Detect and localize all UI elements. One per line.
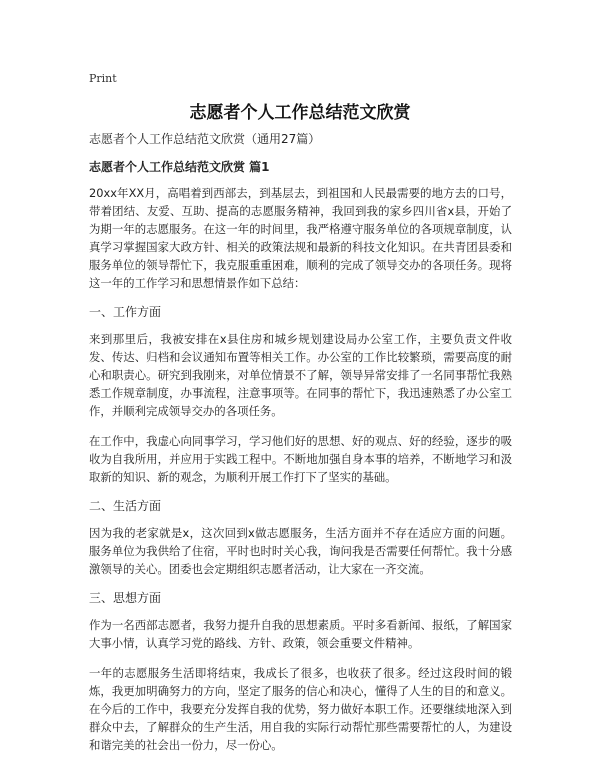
- heading-thought: 三、思想方面: [89, 591, 162, 605]
- section-title: 志愿者个人工作总结范文欣赏 篇1: [89, 160, 270, 174]
- paragraph-thought-2: 一年的志愿服务生活即将结束，我成长了很多，也收获了很多。经过这段时间的锻炼，我更加明确努力的方向，坚定了服务的信心和决心，懂得了人生的目的和意义。在今后的工作中，我要充分发挥自我的优势，努力做好本职工作。还要继续地深入到群众中去，了解群众的生产生活，用自我的实际行动帮忙那些需要帮忙的人，为建设和谐完美的社会出一份力，尽一份心。: [89, 666, 512, 752]
- paragraph-intro: 20xx年XX月，高唱着到西部去，到基层去，到祖国和人民最需要的地方去的口号，带着团结、友爱、互助、提高的志愿服务精神，我回到我的家乡四川省x县，开始了为期一年的志愿服务。在这一年的时间里，我严格遵守服务单位的各项规章制度，认真学习掌握国家大政方针、相关的政策法规和最新的科技文化知识。在共青团县委和服务单位的领导帮忙下，我克服重重困难，顺利的完成了领导交办的各项任务。现将这一年的工作学习和思想情景作如下总结：: [89, 186, 512, 290]
- heading-work: 一、工作方面: [89, 305, 162, 319]
- heading-life: 二、生活方面: [89, 499, 162, 513]
- paragraph-life: 因为我的老家就是x，这次回到x做志愿服务，生活方面并不存在适应方面的问题。服务单位为我供给了住宿，平时也时时关心我，询问我是否需要任何帮忙。我十分感激领导的关心。团委也会定期组织志愿者活动，让大家在一齐交流。: [89, 526, 512, 576]
- paragraph-thought-1: 作为一名西部志愿者，我努力提升自我的思想素质。平时多看新闻、报纸，了解国家大事小情，认真学习党的路线、方针、政策，领会重要文件精神。: [89, 618, 512, 650]
- paragraph-work-2: 在工作中，我虚心向同事学习，学习他们好的思想、好的观点、好的经验，逐步的吸收为自我所用，并应用于实践工程中。不断地加强自身本事的培养，不断地学习和汲取新的知识、新的观念，为顺利开展工作打下了坚实的基础。: [89, 434, 512, 484]
- print-link[interactable]: Print: [89, 72, 117, 85]
- document-subtitle: 志愿者个人工作总结范文欣赏（通用27篇）: [89, 132, 321, 146]
- paragraph-work-1: 来到那里后，我被安排在x县住房和城乡规划建设局办公室工作，主要负责文件收发、传达、归档和会议通知布置等相关工作。办公室的工作比较繁琐，需要高度的耐心和职责心。研究到我刚来，对单位情景不了解，领导异常安排了一名同事帮忙我熟悉工作规章制度，办事流程，注意事项等。在同事的帮忙下，我迅速熟悉了办公室工作，并顺利完成领导交办的各项任务。: [89, 332, 512, 418]
- document-title: 志愿者个人工作总结范文欣赏: [189, 103, 411, 123]
- document-body: [89, 131, 512, 766]
